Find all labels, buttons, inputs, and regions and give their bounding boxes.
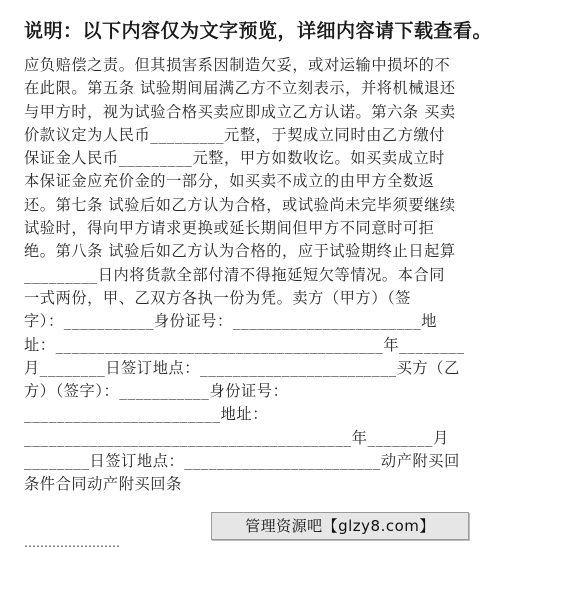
text-line: 月________日签订地点：________________________买方（乙 — [24, 358, 460, 377]
text-line: ________日签订地点：________________________动产附买回 — [24, 452, 460, 471]
watermark-banner: 管理资源吧【glzy8.com】 — [211, 512, 469, 540]
text-line: 与甲方时，视为试验合格买卖应即成立乙方认诺。第六条 买卖 — [24, 102, 456, 121]
text-line: 还。第七条 试验后如乙方认为合格，或试验尚未完毕须要继续 — [24, 195, 456, 214]
document-body — [24, 54, 558, 497]
text-line: 应负赔偿之责。但其损害系因制造欠妥，或对运输中损坏的不 — [24, 56, 451, 74]
text-line: 本保证金应充价金的一部分，如买卖不成立的由甲方全数返 — [24, 172, 435, 191]
text-line: _________日内将货款全部付清不得拖延短欠等情况。本合同 — [24, 265, 446, 284]
text-line: 绝。第八条 试验后如乙方认为合格的，应于试验期终止日起算 — [24, 242, 456, 261]
preview-notice: 说明：以下内容仅为文字预览，详细内容请下载查看。 — [24, 20, 493, 42]
text-line: ________________________地址： — [24, 405, 269, 424]
text-line: 方）（签字）：___________身份证号： — [24, 382, 289, 401]
text-line: ________________________________________年________月 — [24, 428, 449, 447]
text-line: 条件合同动产附买回条 — [24, 475, 182, 494]
text-line: 保证金人民币_________元整，甲方如数收讫。如买卖成立时 — [24, 149, 446, 168]
text-line: 址：________________________________________年________ — [24, 335, 465, 354]
text-line: 价款议定为人民币_________元整，于契成立同时由乙方缴付 — [24, 125, 446, 144]
text-line: 字）：___________身份证号：_______________________地 — [24, 312, 438, 331]
text-line: 一式两份，甲、乙双方各执一份为凭。卖方（甲方）（签 — [24, 288, 412, 307]
text-line: 试验时，得向甲方请求更换或延长期间但甲方不同意时可拒 — [24, 219, 435, 238]
text-line: 在此限。第五条 试验期间届满乙方不立刻表示，并将机械退还 — [24, 79, 456, 98]
ellipsis-dots: …………………… — [24, 536, 120, 550]
